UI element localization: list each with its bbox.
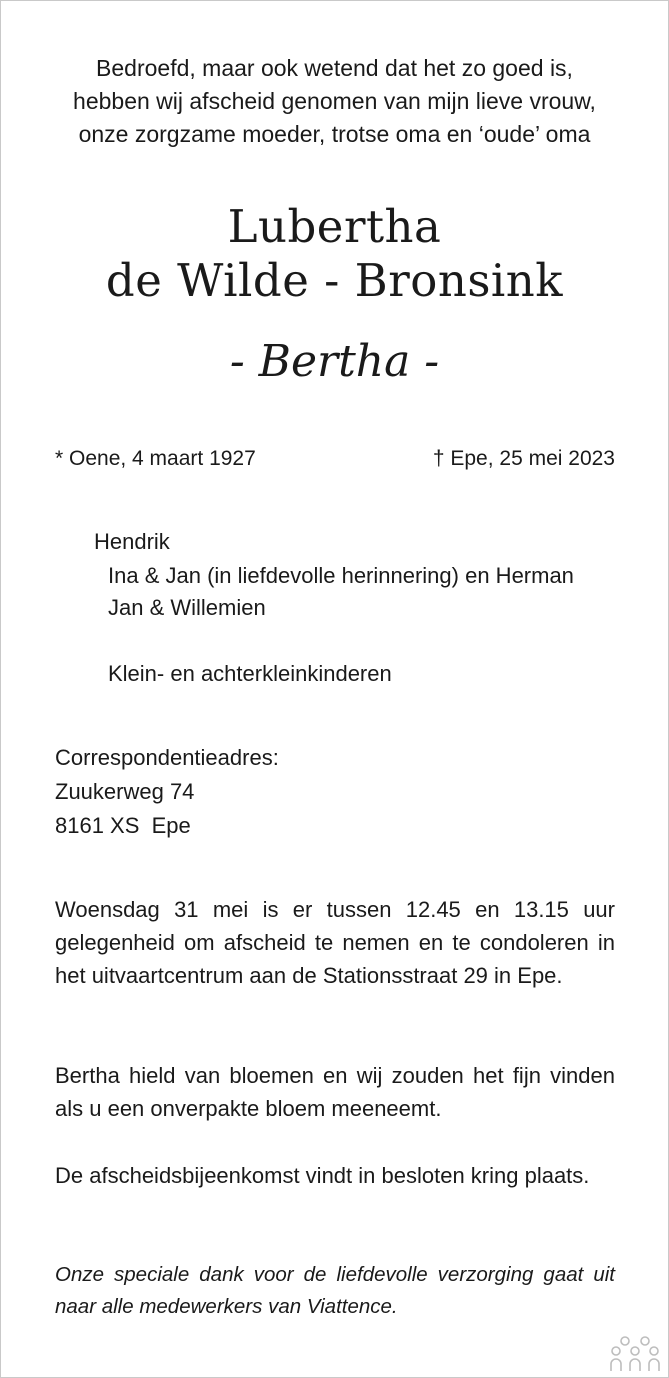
nickname: - Bertha -	[229, 336, 440, 387]
deceased-name	[0, 200, 669, 308]
family-people-icon	[609, 1334, 661, 1372]
intro-line: onze zorgzame moeder, trotse oma en ‘oude’ oma	[78, 121, 591, 147]
family-member: Klein- en achterkleinkinderen	[108, 661, 392, 686]
intro-line: Bedroefd, maar ook wetend dat het zo goed is,	[96, 55, 573, 81]
address-label: Correspondentieadres:	[55, 745, 279, 770]
address-street: Zuukerweg 74	[55, 779, 195, 804]
family-member: Hendrik	[94, 529, 170, 554]
life-dates	[55, 444, 615, 474]
intro-line: hebben wij afscheid genomen van mijn lieve vrouw,	[73, 88, 596, 114]
name-line: Lubertha	[227, 200, 442, 253]
name-line: de Wilde - Bronsink	[105, 254, 564, 307]
flowers-paragraph: Bertha hield van bloemen en wij zouden het fijn vinden als u een onverpakte bloem meeneemt.	[55, 1063, 615, 1121]
birth-date: * Oene, 4 maart 1927	[55, 447, 256, 470]
family-member: Ina & Jan (in liefdevolle herinnering) en Herman	[108, 563, 574, 588]
thanks-paragraph: Onze speciale dank voor de liefdevolle verzorging gaat uit naar alle medewerkers van Viattence.	[55, 1263, 615, 1318]
intro-text	[0, 52, 669, 151]
condolence-paragraph: Woensdag 31 mei is er tussen 12.45 en 13.15 uur gelegenheid om afscheid te nemen en te condoleren in het uitvaartcentrum aan de Stationsstraat 29 in Epe.	[55, 897, 615, 988]
ceremony-paragraph: De afscheidsbijeenkomst vindt in besloten kring plaats.	[55, 1163, 590, 1188]
death-date: † Epe, 25 mei 2023	[432, 447, 615, 470]
address-postcode-city: 8161 XS Epe	[55, 813, 191, 838]
family-member: Jan & Willemien	[108, 595, 266, 620]
correspondence-address	[55, 741, 279, 843]
